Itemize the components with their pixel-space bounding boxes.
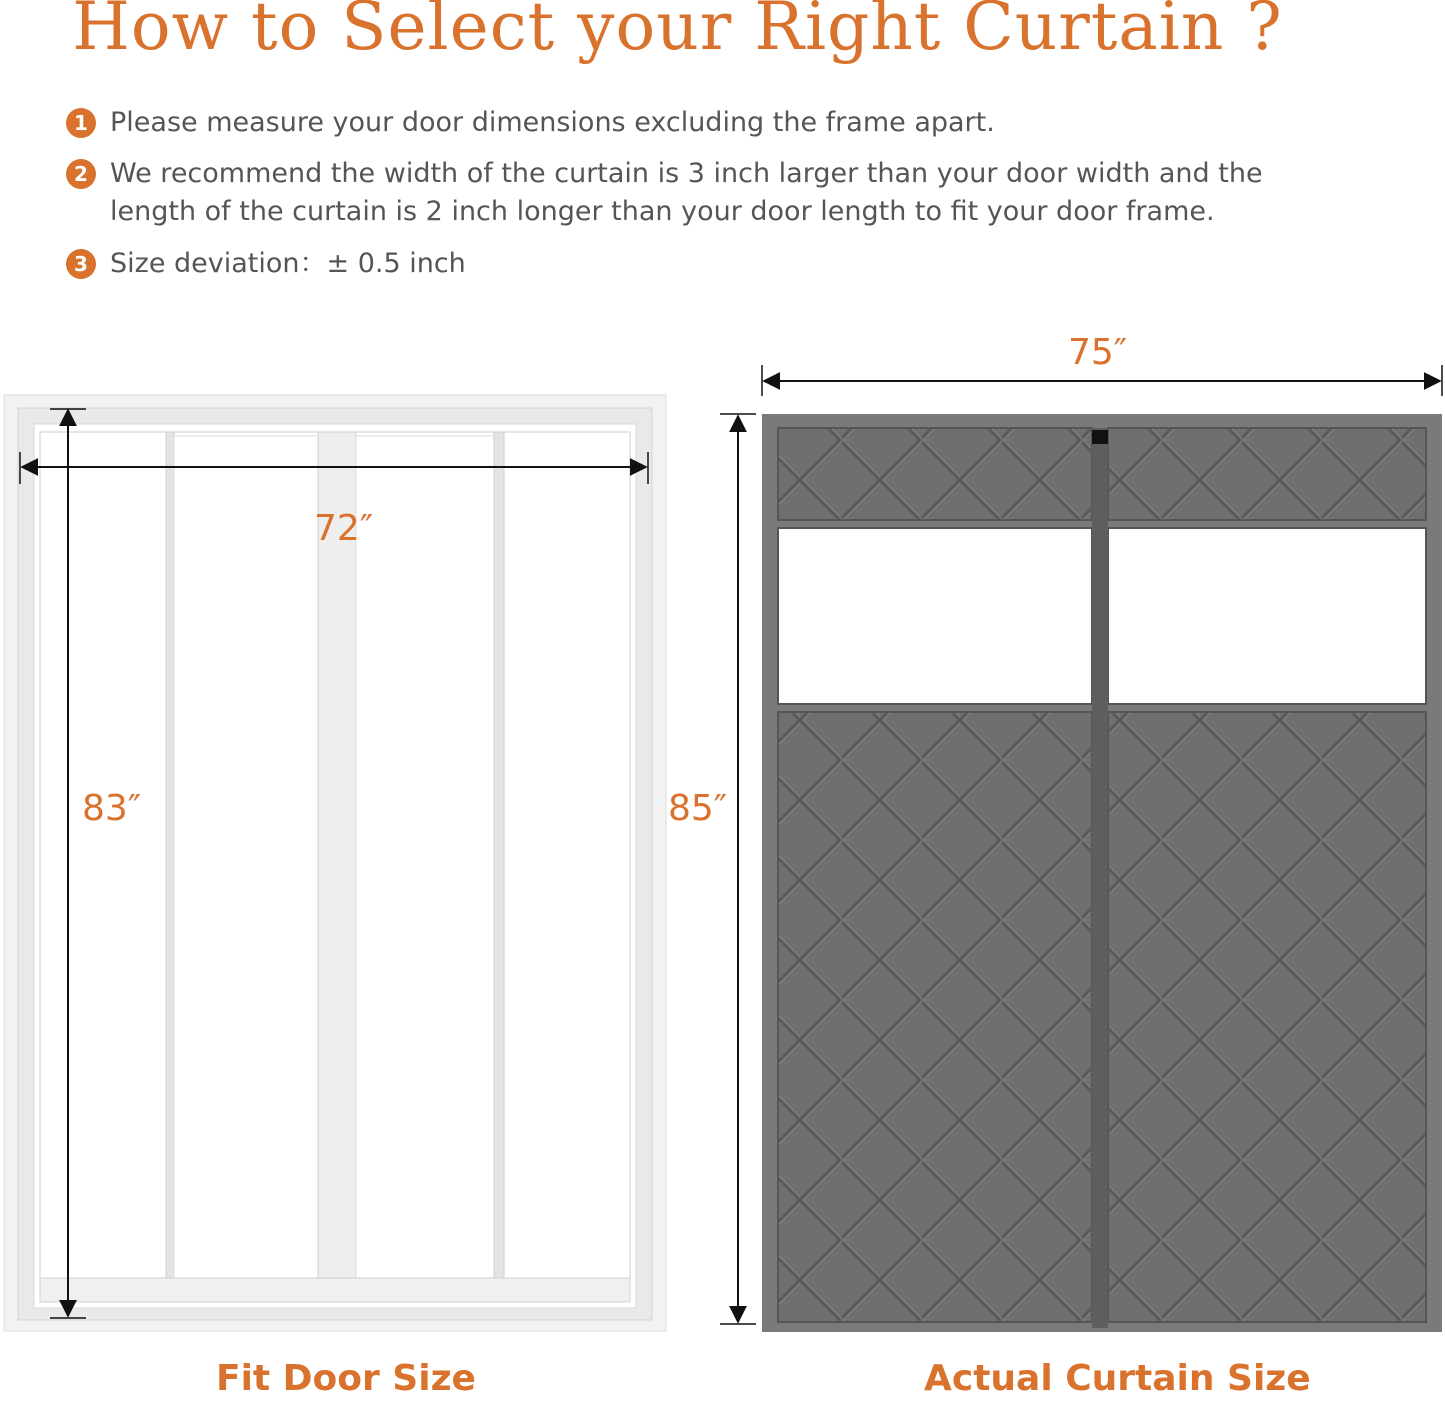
curtain-caption: Actual Curtain Size: [924, 1358, 1311, 1399]
step-2-line-2: length of the curtain is 2 inch longer than your door length to fit your door frame.: [110, 196, 1215, 227]
door-caption: Fit Door Size: [216, 1358, 476, 1399]
door-height-label: 83″: [82, 788, 142, 829]
step-number-2: 2: [66, 159, 96, 189]
step-number-3: 3: [66, 249, 96, 279]
curtain-illustration: [668, 332, 1442, 1332]
step-number-1: 1: [66, 108, 96, 138]
step-1-text: Please measure your door dimensions excluding the frame apart.: [110, 107, 995, 138]
curtain-height-label: 85″: [668, 788, 728, 829]
magnet-icon: [1092, 430, 1108, 444]
curtain-width-label: 75″: [1068, 332, 1128, 373]
step-3-text: Size deviation：± 0.5 inch: [110, 248, 466, 279]
door-illustration: [4, 395, 666, 1331]
step-2-line-1: We recommend the width of the curtain is 3 inch larger than your door width and the: [110, 158, 1263, 189]
page-title: How to Select your Right Curtain ?: [72, 0, 1283, 65]
door-width-label: 72″: [314, 508, 374, 549]
